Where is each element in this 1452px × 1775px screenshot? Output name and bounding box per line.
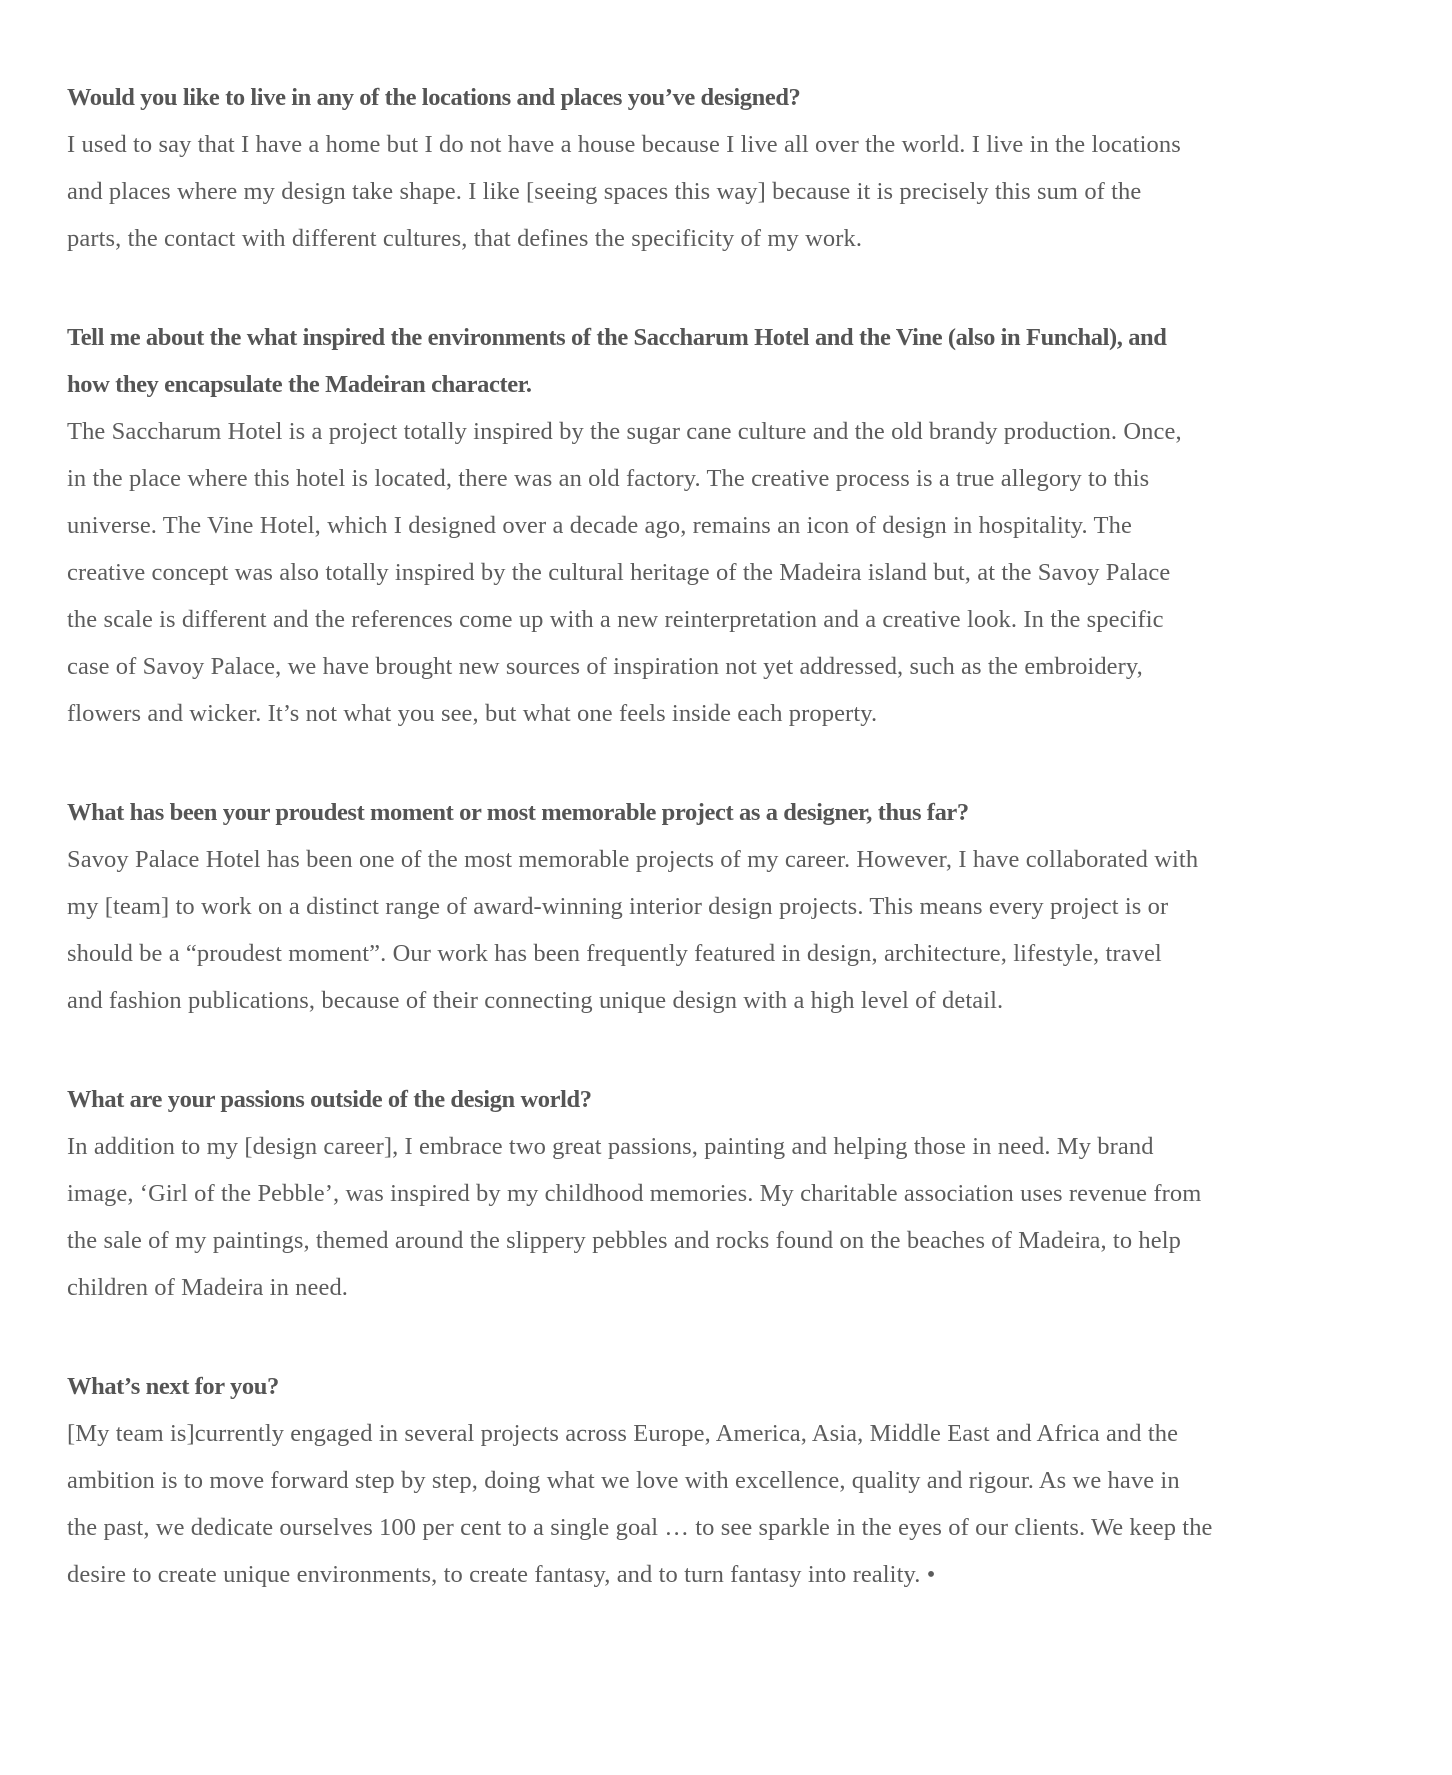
interview-question xyxy=(67,314,1397,408)
qa-section xyxy=(67,74,1397,262)
interview-question xyxy=(67,789,1397,836)
qa-section xyxy=(67,1076,1397,1311)
answer-line: should be a “proudest moment”. Our work has been frequently featured in design, architecture, lifestyle, travel xyxy=(67,940,1162,967)
interview-answer xyxy=(67,1123,1397,1311)
question-line: What are your passions outside of the design world? xyxy=(67,1086,592,1113)
interview-answer xyxy=(67,121,1397,262)
answer-line: the sale of my paintings, themed around the slippery pebbles and rocks found on the beaches of Madeira, to help xyxy=(67,1227,1181,1254)
interview-answer xyxy=(67,1410,1397,1598)
answer-line: children of Madeira in need. xyxy=(67,1274,349,1301)
answer-line: the scale is different and the references come up with a new reinterpretation and a creative look. In the specific xyxy=(67,606,1164,633)
answer-line: I used to say that I have a home but I do not have a house because I live all over the world. I live in the locations xyxy=(67,131,1181,158)
interview-question xyxy=(67,1363,1397,1410)
question-line: how they encapsulate the Madeiran character. xyxy=(67,371,532,398)
answer-line: and places where my design take shape. I like [seeing spaces this way] because it is precisely this sum of the xyxy=(67,178,1142,205)
question-line: What’s next for you? xyxy=(67,1373,279,1400)
answer-line: Savoy Palace Hotel has been one of the most memorable projects of my career. However, I have collaborated with xyxy=(67,846,1199,873)
interview-question xyxy=(67,74,1397,121)
answer-line: ambition is to move forward step by step, doing what we love with excellence, quality and rigour. As we have in xyxy=(67,1467,1180,1494)
answer-line: [My team is]currently engaged in several projects across Europe, America, Asia, Middle East and Africa and the xyxy=(67,1420,1179,1447)
answer-line: In addition to my [design career], I embrace two great passions, painting and helping those in need. My brand xyxy=(67,1133,1154,1160)
answer-line: the past, we dedicate ourselves 100 per cent to a single goal … to see sparkle in the eyes of our clients. We keep the xyxy=(67,1514,1213,1541)
qa-section xyxy=(67,314,1397,737)
answer-line: and fashion publications, because of their connecting unique design with a high level of detail. xyxy=(67,987,1004,1014)
answer-line: desire to create unique environments, to create fantasy, and to turn fantasy into reality. • xyxy=(67,1561,936,1588)
interview-answer xyxy=(67,836,1397,1024)
answer-line: image, ‘Girl of the Pebble’, was inspired by my childhood memories. My charitable association uses revenue from xyxy=(67,1180,1202,1207)
interview-article xyxy=(67,74,1397,1650)
interview-answer xyxy=(67,408,1397,737)
qa-section xyxy=(67,789,1397,1024)
answer-line: parts, the contact with different cultures, that defines the specificity of my work. xyxy=(67,225,863,252)
question-line: What has been your proudest moment or most memorable project as a designer, thus far? xyxy=(67,799,969,826)
answer-line: The Saccharum Hotel is a project totally inspired by the sugar cane culture and the old brandy production. Once, xyxy=(67,418,1182,445)
answer-line: my [team] to work on a distinct range of award-winning interior design projects. This means every project is or xyxy=(67,893,1169,920)
qa-section xyxy=(67,1363,1397,1598)
question-line: Would you like to live in any of the locations and places you’ve designed? xyxy=(67,84,801,111)
answer-line: flowers and wicker. It’s not what you see, but what one feels inside each property. xyxy=(67,700,878,727)
answer-line: creative concept was also totally inspired by the cultural heritage of the Madeira island but, at the Savoy Palace xyxy=(67,559,1171,586)
answer-line: universe. The Vine Hotel, which I designed over a decade ago, remains an icon of design in hospitality. The xyxy=(67,512,1132,539)
answer-line: case of Savoy Palace, we have brought new sources of inspiration not yet addressed, such as the embroidery, xyxy=(67,653,1143,680)
answer-line: in the place where this hotel is located, there was an old factory. The creative process is a true allegory to this xyxy=(67,465,1150,492)
interview-question xyxy=(67,1076,1397,1123)
question-line: Tell me about the what inspired the environments of the Saccharum Hotel and the Vine (also in Funchal), and xyxy=(67,324,1167,351)
